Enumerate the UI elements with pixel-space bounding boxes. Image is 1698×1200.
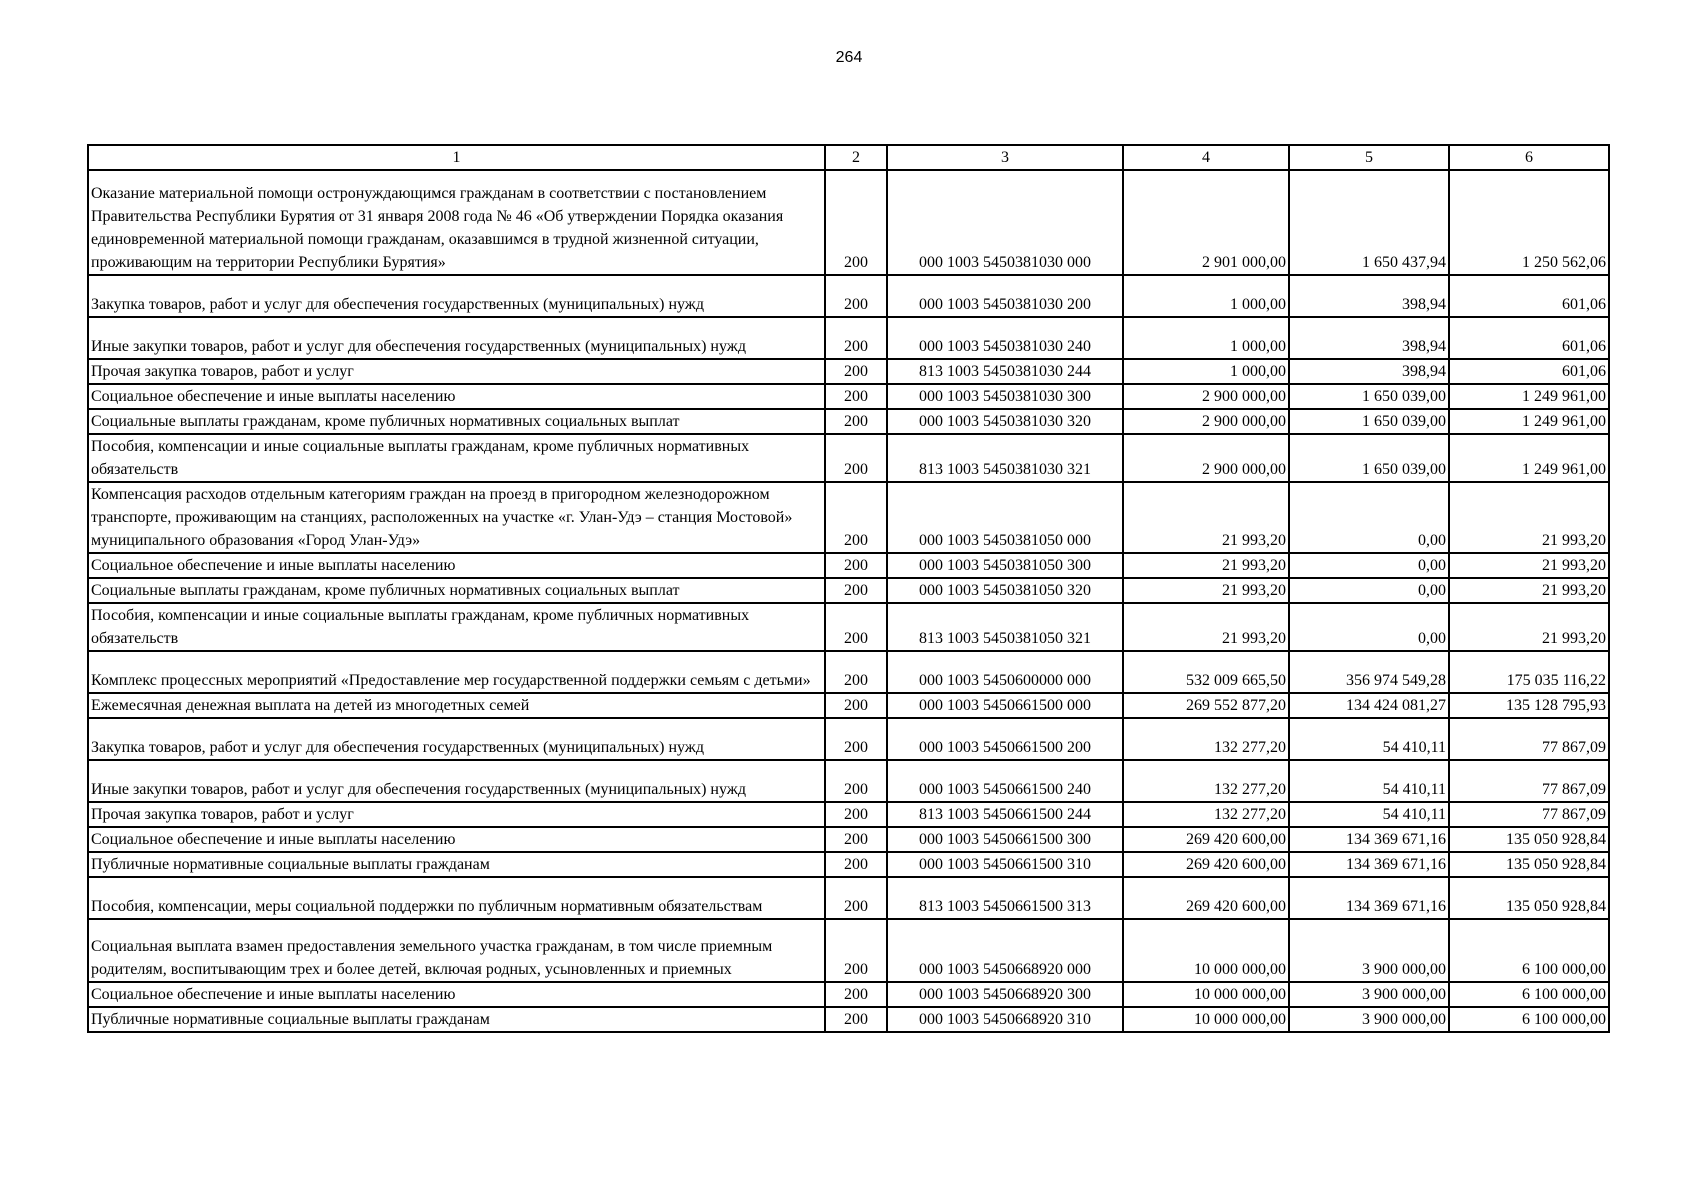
row-executed-amount: 356 974 549,28 (1289, 651, 1449, 693)
row-budget-code: 000 1003 5450381030 320 (887, 409, 1123, 434)
row-remaining-amount: 77 867,09 (1449, 802, 1609, 827)
budget-execution-table (87, 144, 1610, 1033)
row-budget-code: 813 1003 5450381050 321 (887, 603, 1123, 651)
table-row (88, 919, 1609, 982)
row-admin-code: 200 (825, 170, 887, 275)
row-executed-amount: 134 369 671,16 (1289, 877, 1449, 919)
row-remaining-amount: 1 250 562,06 (1449, 170, 1609, 275)
table-header (88, 145, 1609, 170)
row-admin-code: 200 (825, 578, 887, 603)
table-row (88, 1007, 1609, 1032)
row-budget-code: 000 1003 5450661500 000 (887, 693, 1123, 718)
table-row (88, 384, 1609, 409)
row-remaining-amount: 1 249 961,00 (1449, 409, 1609, 434)
table-row (88, 827, 1609, 852)
table-body (88, 170, 1609, 1032)
row-admin-code: 200 (825, 317, 887, 359)
row-admin-code: 200 (825, 982, 887, 1007)
row-name: Социальные выплаты гражданам, кроме публичных нормативных социальных выплат (88, 409, 825, 434)
row-budget-code: 000 1003 5450381030 300 (887, 384, 1123, 409)
row-name (88, 275, 825, 317)
row-budget-code: 000 1003 5450381050 000 (887, 482, 1123, 553)
row-name: Публичные нормативные социальные выплаты гражданам (88, 1007, 825, 1032)
row-budget-code: 000 1003 5450661500 240 (887, 760, 1123, 802)
table-row (88, 877, 1609, 919)
table-row (88, 434, 1609, 482)
row-remaining-amount: 135 050 928,84 (1449, 877, 1609, 919)
row-name (88, 718, 825, 760)
row-name: Прочая закупка товаров, работ и услуг (88, 802, 825, 827)
row-name: Иные закупки товаров, работ и услуг для обеспечения государственных (муниципальных) нужд (88, 760, 825, 802)
row-executed-amount: 134 424 081,27 (1289, 693, 1449, 718)
row-approved-amount: 21 993,20 (1123, 553, 1289, 578)
row-admin-code: 200 (825, 693, 887, 718)
table-row (88, 578, 1609, 603)
table-row (88, 409, 1609, 434)
row-budget-code: 000 1003 5450381030 000 (887, 170, 1123, 275)
row-approved-amount: 10 000 000,00 (1123, 1007, 1289, 1032)
row-remaining-amount: 77 867,09 (1449, 718, 1609, 760)
row-approved-amount: 10 000 000,00 (1123, 919, 1289, 982)
row-executed-amount: 1 650 039,00 (1289, 409, 1449, 434)
row-budget-code: 000 1003 5450381050 320 (887, 578, 1123, 603)
row-executed-amount: 1 650 039,00 (1289, 384, 1449, 409)
row-remaining-amount: 21 993,20 (1449, 553, 1609, 578)
table-row (88, 802, 1609, 827)
row-executed-amount: 54 410,11 (1289, 760, 1449, 802)
row-budget-code: 813 1003 5450381030 244 (887, 359, 1123, 384)
row-admin-code: 200 (825, 434, 887, 482)
row-approved-amount: 10 000 000,00 (1123, 982, 1289, 1007)
row-admin-code: 200 (825, 718, 887, 760)
row-approved-amount: 132 277,20 (1123, 760, 1289, 802)
row-admin-code: 200 (825, 651, 887, 693)
row-admin-code: 200 (825, 275, 887, 317)
table-row (88, 359, 1609, 384)
row-admin-code: 200 (825, 760, 887, 802)
row-budget-code: 000 1003 5450381030 240 (887, 317, 1123, 359)
row-executed-amount: 0,00 (1289, 578, 1449, 603)
row-budget-code: 000 1003 5450381030 200 (887, 275, 1123, 317)
column-header: 1 (88, 145, 825, 170)
row-budget-code: 000 1003 5450668920 310 (887, 1007, 1123, 1032)
row-name: Оказание материальной помощи остронуждающимся гражданам в соответствии с постановлением Правительства Республики Бурятия от 31 января 2008 года № 46 «Об утверждении Порядка оказания единовременной материальной помощи гражданам, оказавшимся в трудной жизненной ситуации, проживающим на территории Республики Бурятия» (88, 170, 825, 275)
table-row (88, 718, 1609, 760)
row-approved-amount: 532 009 665,50 (1123, 651, 1289, 693)
row-admin-code: 200 (825, 384, 887, 409)
row-admin-code: 200 (825, 359, 887, 384)
row-executed-amount: 398,94 (1289, 359, 1449, 384)
row-name: Пособия, компенсации и иные социальные выплаты гражданам, кроме публичных нормативных обязательств (88, 434, 825, 482)
row-name: Социальное обеспечение и иные выплаты населению (88, 827, 825, 852)
row-name: Социальное обеспечение и иные выплаты населению (88, 982, 825, 1007)
column-header: 5 (1289, 145, 1449, 170)
table-row (88, 553, 1609, 578)
row-budget-code: 000 1003 5450668920 300 (887, 982, 1123, 1007)
row-remaining-amount: 77 867,09 (1449, 760, 1609, 802)
row-executed-amount: 54 410,11 (1289, 802, 1449, 827)
row-executed-amount: 1 650 039,00 (1289, 434, 1449, 482)
table-row (88, 982, 1609, 1007)
row-remaining-amount: 601,06 (1449, 275, 1609, 317)
row-remaining-amount: 135 128 795,93 (1449, 693, 1609, 718)
row-approved-amount: 1 000,00 (1123, 359, 1289, 384)
column-header: 6 (1449, 145, 1609, 170)
row-remaining-amount: 6 100 000,00 (1449, 919, 1609, 982)
row-approved-amount: 269 420 600,00 (1123, 827, 1289, 852)
row-admin-code: 200 (825, 553, 887, 578)
blank-line (91, 277, 822, 293)
row-name: Пособия, компенсации и иные социальные выплаты гражданам, кроме публичных нормативных обязательств (88, 603, 825, 651)
row-remaining-amount: 21 993,20 (1449, 578, 1609, 603)
row-name: Публичные нормативные социальные выплаты гражданам (88, 852, 825, 877)
row-approved-amount: 1 000,00 (1123, 317, 1289, 359)
row-budget-code: 813 1003 5450661500 313 (887, 877, 1123, 919)
row-remaining-amount: 135 050 928,84 (1449, 827, 1609, 852)
row-budget-code: 813 1003 5450661500 244 (887, 802, 1123, 827)
table-row (88, 170, 1609, 275)
row-remaining-amount: 135 050 928,84 (1449, 852, 1609, 877)
column-number-row (88, 145, 1609, 170)
row-admin-code: 200 (825, 1007, 887, 1032)
row-approved-amount: 21 993,20 (1123, 482, 1289, 553)
row-approved-amount: 132 277,20 (1123, 718, 1289, 760)
row-budget-code: 000 1003 5450600000 000 (887, 651, 1123, 693)
blank-line (91, 720, 822, 736)
row-executed-amount: 3 900 000,00 (1289, 919, 1449, 982)
row-approved-amount: 2 900 000,00 (1123, 384, 1289, 409)
table-row (88, 275, 1609, 317)
row-approved-amount: 269 552 877,20 (1123, 693, 1289, 718)
row-name: Ежемесячная денежная выплата на детей из многодетных семей (88, 693, 825, 718)
row-budget-code: 000 1003 5450668920 000 (887, 919, 1123, 982)
row-budget-code: 000 1003 5450661500 310 (887, 852, 1123, 877)
row-executed-amount: 398,94 (1289, 275, 1449, 317)
table-row (88, 693, 1609, 718)
row-budget-code: 813 1003 5450381030 321 (887, 434, 1123, 482)
row-name-text: Закупка товаров, работ и услуг для обеспечения государственных (муниципальных) нужд (91, 739, 704, 756)
row-remaining-amount: 601,06 (1449, 359, 1609, 384)
row-admin-code: 200 (825, 827, 887, 852)
row-admin-code: 200 (825, 919, 887, 982)
row-executed-amount: 398,94 (1289, 317, 1449, 359)
row-executed-amount: 54 410,11 (1289, 718, 1449, 760)
row-name: Социальная выплата взамен предоставления земельного участка гражданам, в том числе приемным родителям, воспитывающим трех и более детей, включая родных, усыновленных и приемных (88, 919, 825, 982)
row-name: Иные закупки товаров, работ и услуг для обеспечения государственных (муниципальных) нужд (88, 317, 825, 359)
row-remaining-amount: 6 100 000,00 (1449, 982, 1609, 1007)
table-row (88, 317, 1609, 359)
row-approved-amount: 2 900 000,00 (1123, 434, 1289, 482)
row-admin-code: 200 (825, 877, 887, 919)
row-admin-code: 200 (825, 852, 887, 877)
row-name: Социальное обеспечение и иные выплаты населению (88, 384, 825, 409)
row-name: Прочая закупка товаров, работ и услуг (88, 359, 825, 384)
row-admin-code: 200 (825, 802, 887, 827)
table-row (88, 760, 1609, 802)
table-row (88, 482, 1609, 553)
row-approved-amount: 1 000,00 (1123, 275, 1289, 317)
row-approved-amount: 132 277,20 (1123, 802, 1289, 827)
row-remaining-amount: 21 993,20 (1449, 603, 1609, 651)
column-header: 3 (887, 145, 1123, 170)
row-remaining-amount: 601,06 (1449, 317, 1609, 359)
table-row (88, 852, 1609, 877)
table-row (88, 603, 1609, 651)
row-name: Пособия, компенсации, меры социальной поддержки по публичным нормативным обязательствам (88, 877, 825, 919)
row-admin-code: 200 (825, 409, 887, 434)
row-name: Социальные выплаты гражданам, кроме публичных нормативных социальных выплат (88, 578, 825, 603)
row-remaining-amount: 1 249 961,00 (1449, 434, 1609, 482)
row-executed-amount: 3 900 000,00 (1289, 982, 1449, 1007)
row-executed-amount: 134 369 671,16 (1289, 827, 1449, 852)
row-approved-amount: 269 420 600,00 (1123, 877, 1289, 919)
row-approved-amount: 2 900 000,00 (1123, 409, 1289, 434)
table-row (88, 651, 1609, 693)
row-budget-code: 000 1003 5450661500 300 (887, 827, 1123, 852)
column-header: 4 (1123, 145, 1289, 170)
row-remaining-amount: 175 035 116,22 (1449, 651, 1609, 693)
row-approved-amount: 2 901 000,00 (1123, 170, 1289, 275)
row-remaining-amount: 6 100 000,00 (1449, 1007, 1609, 1032)
row-executed-amount: 0,00 (1289, 482, 1449, 553)
row-approved-amount: 21 993,20 (1123, 603, 1289, 651)
row-executed-amount: 1 650 437,94 (1289, 170, 1449, 275)
row-name: Социальное обеспечение и иные выплаты населению (88, 553, 825, 578)
row-budget-code: 000 1003 5450661500 200 (887, 718, 1123, 760)
row-executed-amount: 3 900 000,00 (1289, 1007, 1449, 1032)
page-number: 264 (835, 49, 863, 66)
row-name: Комплекс процессных мероприятий «Предоставление мер государственной поддержки семьям с детьми» (88, 651, 825, 693)
column-header: 2 (825, 145, 887, 170)
row-admin-code: 200 (825, 603, 887, 651)
row-budget-code: 000 1003 5450381050 300 (887, 553, 1123, 578)
row-remaining-amount: 1 249 961,00 (1449, 384, 1609, 409)
row-remaining-amount: 21 993,20 (1449, 482, 1609, 553)
row-executed-amount: 134 369 671,16 (1289, 852, 1449, 877)
row-executed-amount: 0,00 (1289, 603, 1449, 651)
row-approved-amount: 21 993,20 (1123, 578, 1289, 603)
row-name: Компенсация расходов отдельным категориям граждан на проезд в пригородном железнодорожном транспорте, проживающим на станциях, расположенных на участке «г. Улан-Удэ – станция Мостовой» муниципального образования «Город Улан-Удэ» (88, 482, 825, 553)
row-admin-code: 200 (825, 482, 887, 553)
row-executed-amount: 0,00 (1289, 553, 1449, 578)
row-name-text: Закупка товаров, работ и услуг для обеспечения государственных (муниципальных) нужд (91, 296, 704, 313)
row-approved-amount: 269 420 600,00 (1123, 852, 1289, 877)
